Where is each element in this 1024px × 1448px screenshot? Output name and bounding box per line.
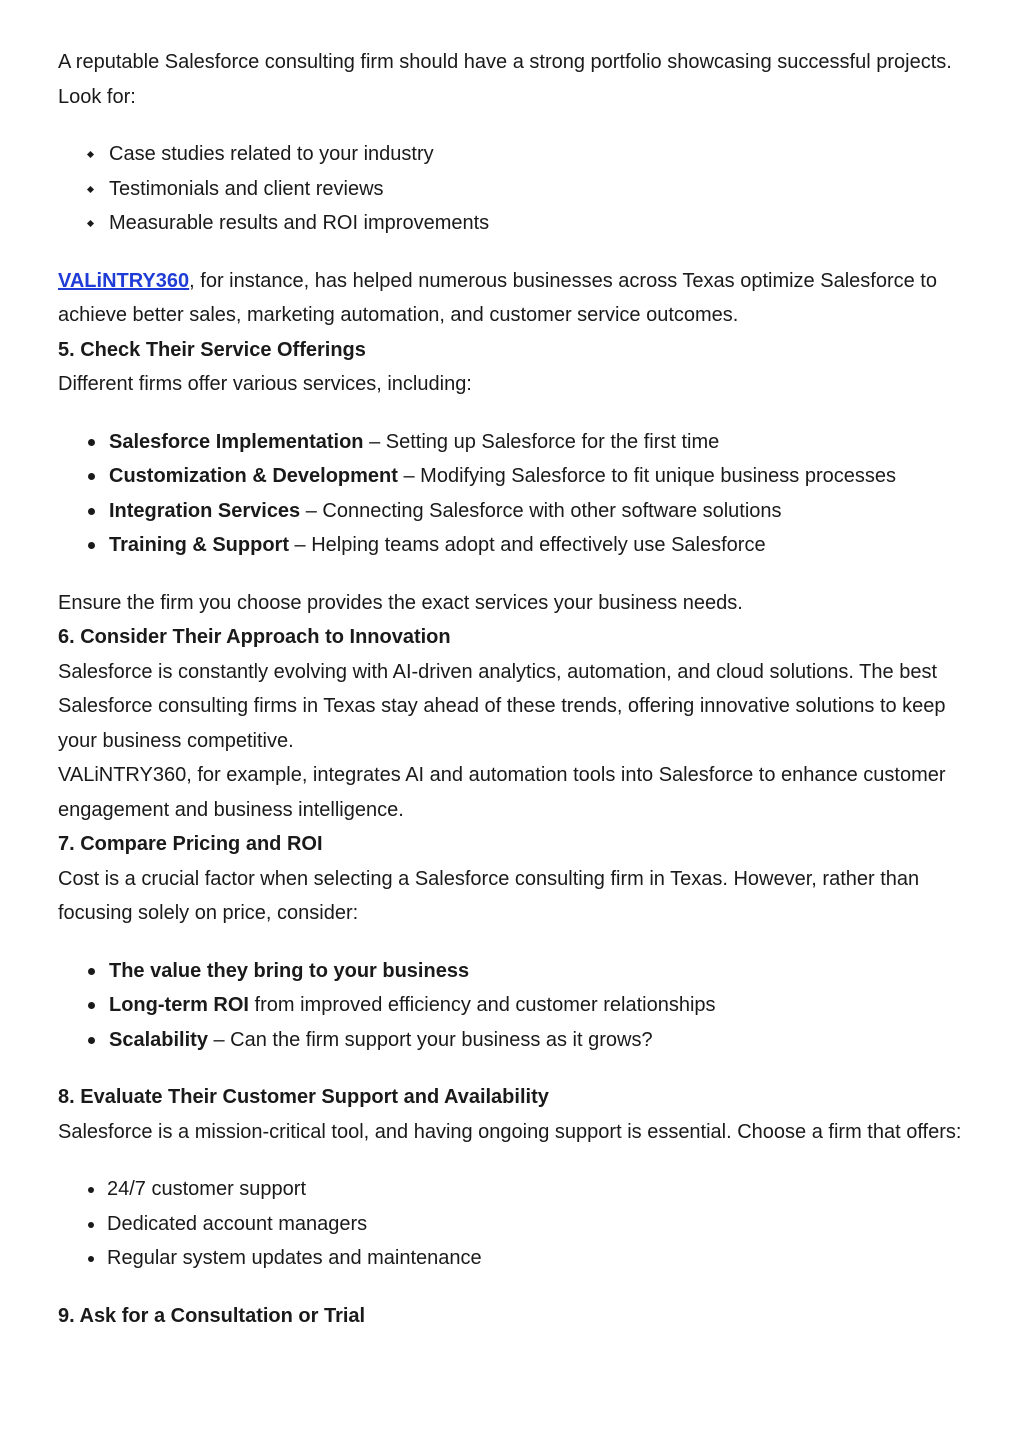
service-offerings-list [58, 425, 968, 563]
list-item-bold: Long-term ROI [109, 994, 249, 1016]
section-8-intro: Salesforce is a mission-critical tool, and having ongoing support is essential. Choose a firm that offers: [58, 1120, 962, 1143]
section-5-heading: 5. Check Their Service Offerings [58, 338, 366, 361]
list-item [58, 425, 968, 460]
section-5-outro: Ensure the firm you choose provides the exact services your business needs. [58, 591, 743, 614]
section-6-paragraph-2: VALiNTRY360, for example, integrates AI and automation tools into Salesforce to enhance customer engagement and business intelligence. [58, 764, 946, 821]
section-5-intro: Different firms offer various services, including: [58, 373, 472, 395]
section-8-heading: 8. Evaluate Their Customer Support and Availability [58, 1086, 549, 1108]
list-item [58, 988, 968, 1023]
valintry360-link[interactable]: VALiNTRY360 [58, 269, 190, 292]
section-9-heading: 9. Ask for a Consultation or Trial [58, 1304, 366, 1327]
list-item-text: – Connecting Salesforce with other software solutions [300, 499, 782, 522]
list-item [58, 494, 968, 529]
pricing-roi-list [58, 954, 968, 1058]
list-item: Measurable results and ROI improvements [58, 206, 968, 241]
list-item: Case studies related to your industry [58, 137, 968, 172]
list-item-text: from improved efficiency and customer relationships [249, 994, 716, 1016]
valintry-paragraph [58, 264, 968, 333]
intro-paragraph: A reputable Salesforce consulting firm should have a strong portfolio showcasing successful projects. Look for: [58, 51, 952, 108]
section-7-intro: Cost is a crucial factor when selecting a Salesforce consulting firm in Texas. However, rather than focusing solely on price, consider: [58, 867, 920, 924]
list-item-text: – Setting up Salesforce for the first time [363, 430, 720, 453]
list-item: 24/7 customer support [58, 1172, 968, 1207]
valintry-paragraph-text: , for instance, has helped numerous businesses across Texas optimize Salesforce to achieve better sales, marketing automation, and customer service outcomes. [58, 269, 937, 326]
list-item-bold: The value they bring to your business [109, 959, 470, 982]
section-7-heading: 7. Compare Pricing and ROI [58, 833, 323, 855]
support-list [58, 1172, 968, 1276]
list-item-bold: Training & Support [109, 534, 289, 556]
list-item: Regular system updates and maintenance [58, 1241, 968, 1276]
list-item-bold: Customization & Development [109, 465, 398, 487]
list-item-text: – Helping teams adopt and effectively use Salesforce [289, 534, 766, 556]
document-page [58, 45, 968, 1333]
list-item [58, 1023, 968, 1058]
portfolio-list [58, 137, 968, 241]
section-6-heading: 6. Consider Their Approach to Innovation [58, 626, 451, 648]
list-item: Testimonials and client reviews [58, 172, 968, 207]
list-item: Dedicated account managers [58, 1207, 968, 1242]
list-item-bold: Salesforce Implementation [109, 430, 364, 453]
list-item-text: – Modifying Salesforce to fit unique business processes [397, 465, 896, 487]
section-6-paragraph-1: Salesforce is constantly evolving with AI-driven analytics, automation, and cloud solutions. The best Salesforce consulting firms in Texas stay ahead of these trends, offering innovative solutions to keep your business competitive. [58, 660, 946, 752]
list-item-bold: Integration Services [109, 499, 301, 522]
list-item [58, 459, 968, 494]
list-item [58, 954, 968, 989]
list-item [58, 528, 968, 563]
list-item-text: – Can the firm support your business as it grows? [207, 1028, 653, 1051]
list-item-bold: Scalability [109, 1028, 208, 1051]
